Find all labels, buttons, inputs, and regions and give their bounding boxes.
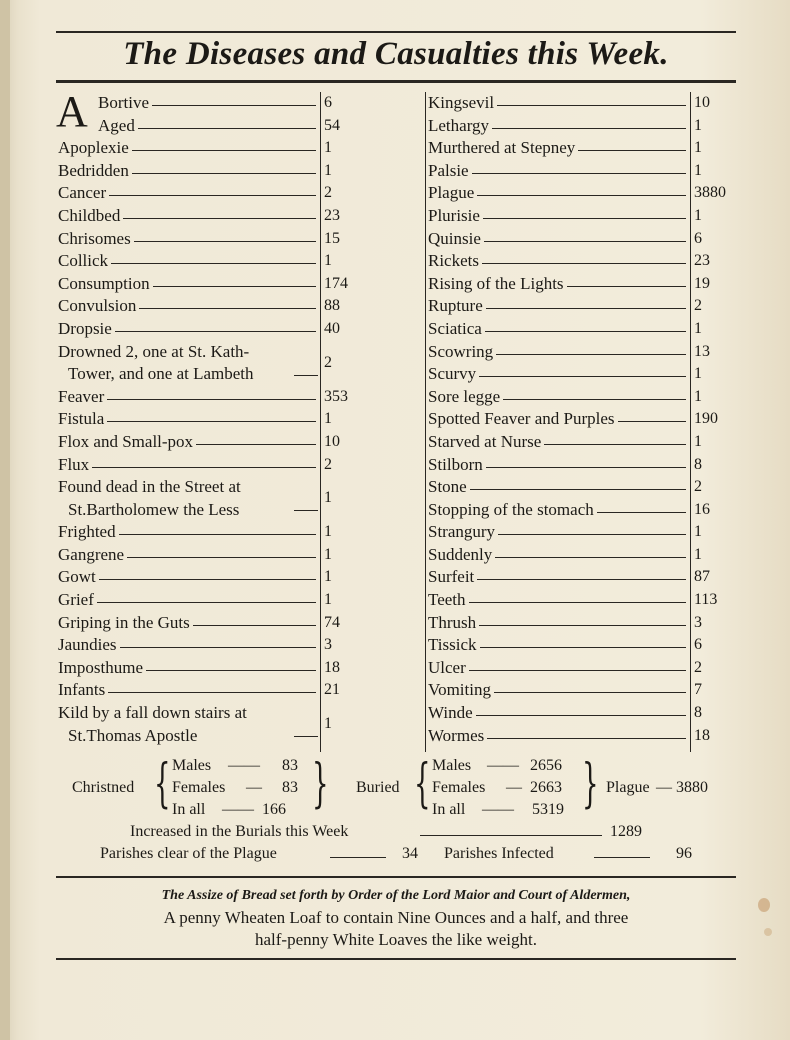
leader-dash bbox=[196, 444, 316, 445]
disease-row bbox=[58, 612, 348, 635]
parishes-infected-dash bbox=[594, 857, 650, 858]
disease-name: Kingsevil bbox=[428, 93, 495, 112]
disease-row bbox=[58, 521, 348, 544]
leader-dash bbox=[134, 241, 316, 242]
disease-row bbox=[428, 702, 738, 725]
disease-row bbox=[428, 612, 738, 635]
buried-females-label: Females bbox=[432, 779, 486, 796]
assize-top-rule bbox=[56, 876, 736, 878]
leader-dash bbox=[486, 467, 686, 468]
disease-name: Jaundies bbox=[58, 635, 117, 655]
increased-value: 1289 bbox=[610, 823, 642, 840]
disease-name: Sciatica bbox=[428, 318, 482, 338]
leader-dash bbox=[111, 263, 316, 264]
disease-name: Imposthume bbox=[58, 657, 143, 677]
disease-name: Gangrene bbox=[58, 544, 125, 564]
disease-name: Rising of the Lights bbox=[428, 273, 564, 293]
disease-name: Surfeit bbox=[428, 567, 475, 587]
disease-row bbox=[58, 454, 348, 477]
disease-name: Dropsie bbox=[58, 318, 112, 338]
parishes-clear-label: Parishes clear of the Plague bbox=[100, 845, 277, 862]
leader-dash bbox=[294, 510, 318, 511]
plague-summary-label: Plague bbox=[606, 779, 650, 796]
disease-count: 6 bbox=[324, 94, 332, 111]
christned-females-dash: — bbox=[246, 779, 262, 796]
disease-row bbox=[428, 228, 738, 251]
disease-name: Murthered at Stepney bbox=[428, 138, 576, 158]
disease-row bbox=[58, 137, 348, 160]
disease-count: 1 bbox=[694, 432, 702, 450]
disease-row bbox=[428, 92, 738, 115]
buried-males-dash: —— bbox=[487, 757, 519, 774]
disease-row bbox=[58, 341, 348, 386]
disease-count: 8 bbox=[694, 704, 702, 722]
christned-all-label: In all bbox=[172, 801, 206, 818]
leader-dash bbox=[472, 173, 686, 174]
disease-count: 8 bbox=[694, 455, 702, 473]
left-disease-column bbox=[56, 87, 348, 747]
disease-count: 1 bbox=[694, 139, 702, 157]
disease-count: 1 bbox=[694, 161, 702, 179]
christned-females-label: Females bbox=[172, 779, 226, 796]
center-divider bbox=[425, 92, 426, 752]
leader-dash bbox=[108, 692, 316, 693]
disease-row bbox=[428, 182, 738, 205]
disease-count: 2 bbox=[324, 184, 332, 202]
leader-dash bbox=[470, 489, 686, 490]
leader-dash bbox=[477, 579, 686, 580]
disease-name: Lethargy bbox=[428, 115, 490, 135]
leader-dash bbox=[132, 173, 316, 174]
assize-line-2: half-penny White Loaves the like weight. bbox=[255, 930, 537, 949]
leader-dash bbox=[498, 534, 686, 535]
disease-row bbox=[428, 250, 738, 273]
disease-count: 40 bbox=[324, 319, 340, 337]
disease-row bbox=[428, 363, 738, 386]
disease-count: 18 bbox=[324, 658, 340, 676]
christned-brace-open: { bbox=[154, 754, 171, 814]
disease-row bbox=[58, 386, 348, 409]
disease-row bbox=[58, 679, 348, 702]
parishes-clear-value: 34 bbox=[402, 845, 418, 862]
disease-count: 1 bbox=[694, 319, 702, 337]
disease-row bbox=[58, 566, 348, 589]
disease-count: 1 bbox=[324, 545, 332, 563]
assize-heading bbox=[56, 883, 736, 907]
disease-name: Chrisomes bbox=[58, 228, 131, 248]
disease-row bbox=[58, 431, 348, 454]
disease-count: 54 bbox=[324, 116, 340, 134]
disease-name-line1: Found dead in the Street at bbox=[58, 477, 241, 497]
leader-dash bbox=[480, 647, 686, 648]
plague-summary-value: 3880 bbox=[676, 779, 708, 796]
leader-dash bbox=[485, 331, 686, 332]
disease-count: 1 bbox=[324, 715, 332, 733]
leader-dash bbox=[496, 354, 686, 355]
disease-count: 18 bbox=[694, 726, 710, 744]
disease-count: 23 bbox=[694, 252, 710, 270]
disease-count: 6 bbox=[694, 636, 702, 654]
disease-name: Sore legge bbox=[428, 386, 501, 406]
disease-row bbox=[428, 679, 738, 702]
leader-dash bbox=[482, 263, 686, 264]
disease-row bbox=[58, 273, 348, 296]
disease-name: Stilborn bbox=[428, 454, 483, 474]
disease-count: 10 bbox=[324, 432, 340, 450]
disease-name: Wormes bbox=[428, 725, 485, 745]
disease-count: 3 bbox=[694, 613, 702, 631]
disease-row bbox=[428, 476, 738, 499]
disease-count: 88 bbox=[324, 297, 340, 315]
disease-count: 1 bbox=[694, 387, 702, 405]
disease-row bbox=[428, 657, 738, 680]
disease-row bbox=[428, 386, 738, 409]
leader-dash bbox=[120, 647, 316, 648]
disease-name: Bortive bbox=[98, 93, 149, 112]
leader-dash bbox=[503, 399, 686, 400]
leader-dash bbox=[567, 286, 686, 287]
disease-count: 1 bbox=[324, 161, 332, 179]
christned-females-value: 83 bbox=[282, 779, 298, 796]
leader-dash bbox=[107, 421, 316, 422]
disease-count: 1 bbox=[694, 116, 702, 134]
leader-dash bbox=[495, 557, 686, 558]
disease-count: 2 bbox=[694, 658, 702, 676]
buried-males-label: Males bbox=[432, 757, 472, 774]
leader-dash bbox=[618, 421, 686, 422]
leader-dash bbox=[487, 738, 686, 739]
disease-name: Teeth bbox=[428, 590, 466, 610]
disease-name: Collick bbox=[58, 251, 109, 271]
disease-row bbox=[428, 273, 738, 296]
christned-brace-close: } bbox=[312, 754, 329, 814]
disease-name: Strangury bbox=[428, 522, 496, 542]
disease-count: 1 bbox=[694, 365, 702, 383]
disease-name: Convulsion bbox=[58, 296, 137, 316]
disease-row bbox=[428, 431, 738, 454]
buried-brace-open: { bbox=[414, 754, 431, 814]
disease-row bbox=[428, 341, 738, 364]
disease-count: 353 bbox=[324, 387, 348, 405]
disease-row bbox=[58, 182, 348, 205]
disease-row bbox=[428, 318, 738, 341]
disease-row bbox=[428, 160, 738, 183]
leader-dash bbox=[152, 105, 316, 106]
christned-label: Christned bbox=[72, 779, 135, 796]
buried-males-value: 2656 bbox=[530, 757, 562, 774]
paper-stain-small bbox=[764, 928, 772, 936]
disease-name: Ulcer bbox=[428, 657, 466, 677]
disease-name: Thrush bbox=[428, 612, 477, 632]
parishes-infected-value: 96 bbox=[676, 845, 692, 862]
disease-count: 10 bbox=[694, 94, 710, 111]
leader-dash bbox=[492, 128, 686, 129]
disease-row bbox=[428, 634, 738, 657]
disease-name-line2: Tower, and one at Lambeth bbox=[68, 364, 254, 384]
disease-row bbox=[428, 589, 738, 612]
leader-dash bbox=[139, 308, 316, 309]
assize-heading-text: The Assize of Bread set forth by Order of the Lord Maior and Court of Aldermen, bbox=[161, 888, 631, 903]
disease-name: Childbed bbox=[58, 205, 121, 225]
leader-dash bbox=[544, 444, 686, 445]
disease-row bbox=[428, 454, 738, 477]
disease-name: Plague bbox=[428, 183, 475, 203]
disease-name: Bedridden bbox=[58, 160, 129, 180]
disease-name: Tissick bbox=[428, 635, 477, 655]
disease-name: Frighted bbox=[58, 522, 116, 542]
disease-name: Scurvy bbox=[428, 364, 477, 384]
leader-dash bbox=[123, 218, 316, 219]
disease-name: Gowt bbox=[58, 567, 96, 587]
disease-row bbox=[428, 521, 738, 544]
disease-count: 2 bbox=[324, 455, 332, 473]
leader-dash bbox=[494, 692, 686, 693]
disease-row bbox=[58, 476, 348, 521]
disease-count: 1 bbox=[324, 410, 332, 428]
title-rule bbox=[56, 80, 736, 83]
disease-name: Fistula bbox=[58, 409, 105, 429]
disease-count: 6 bbox=[694, 229, 702, 247]
buried-all-dash: —— bbox=[482, 801, 514, 818]
disease-row bbox=[58, 115, 348, 138]
disease-row bbox=[58, 544, 348, 567]
disease-row bbox=[428, 499, 738, 522]
disease-row bbox=[428, 544, 738, 567]
disease-count: 2 bbox=[324, 353, 332, 371]
disease-count: 16 bbox=[694, 500, 710, 518]
page-binding-edge bbox=[0, 0, 10, 1040]
leader-dash bbox=[97, 602, 316, 603]
disease-name: Stopping of the stomach bbox=[428, 499, 594, 519]
disease-name: Aged bbox=[98, 115, 135, 135]
disease-name: Stone bbox=[428, 477, 467, 497]
disease-count: 1 bbox=[324, 523, 332, 541]
disease-row bbox=[428, 137, 738, 160]
disease-count: 74 bbox=[324, 613, 340, 631]
disease-name: Cancer bbox=[58, 183, 107, 203]
leader-dash bbox=[476, 715, 686, 716]
disease-row bbox=[58, 318, 348, 341]
disease-count: 1 bbox=[324, 489, 332, 507]
disease-row bbox=[428, 408, 738, 431]
disease-count: 87 bbox=[694, 568, 710, 586]
disease-row bbox=[428, 566, 738, 589]
disease-row bbox=[428, 115, 738, 138]
parishes-infected-label: Parishes Infected bbox=[444, 845, 554, 862]
disease-count: 21 bbox=[324, 681, 340, 699]
disease-row bbox=[58, 702, 348, 747]
disease-count: 13 bbox=[694, 342, 710, 360]
disease-row bbox=[58, 92, 348, 115]
buried-females-dash: — bbox=[506, 779, 522, 796]
disease-row bbox=[428, 205, 738, 228]
disease-name-line1: Drowned 2, one at St. Kath- bbox=[58, 341, 250, 361]
disease-name: Grief bbox=[58, 590, 94, 610]
leader-dash bbox=[153, 286, 316, 287]
plague-summary-dash: — bbox=[656, 779, 672, 796]
disease-count: 19 bbox=[694, 274, 710, 292]
disease-name: Feaver bbox=[58, 386, 105, 406]
page-title: The Diseases and Casualties this Week. bbox=[123, 36, 669, 72]
disease-count: 1 bbox=[324, 568, 332, 586]
leader-dash bbox=[99, 579, 316, 580]
disease-row bbox=[58, 228, 348, 251]
decorative-initial: A bbox=[56, 87, 88, 136]
disease-count: 1 bbox=[694, 545, 702, 563]
leader-dash bbox=[486, 308, 686, 309]
leader-dash bbox=[479, 625, 686, 626]
christned-males-label: Males bbox=[172, 757, 212, 774]
buried-label: Buried bbox=[356, 779, 400, 796]
disease-name: Flux bbox=[58, 454, 90, 474]
disease-row bbox=[58, 657, 348, 680]
disease-count: 7 bbox=[694, 681, 702, 699]
paper-stain bbox=[758, 898, 770, 912]
leader-dash bbox=[294, 736, 318, 737]
disease-count: 113 bbox=[694, 591, 718, 609]
bottom-rule bbox=[56, 958, 736, 960]
buried-all-value: 5319 bbox=[532, 801, 564, 818]
disease-count: 1 bbox=[324, 252, 332, 270]
disease-count: 1 bbox=[694, 523, 702, 541]
leader-dash bbox=[578, 150, 686, 151]
christned-males-dash: —— bbox=[228, 757, 260, 774]
disease-name: Spotted Feaver and Purples bbox=[428, 409, 615, 429]
increased-label: Increased in the Burials this Week bbox=[130, 823, 349, 840]
disease-name: Suddenly bbox=[428, 544, 493, 564]
buried-all-label: In all bbox=[432, 801, 466, 818]
disease-row bbox=[58, 205, 348, 228]
leader-dash bbox=[497, 105, 686, 106]
leader-dash bbox=[294, 375, 318, 376]
leader-dash bbox=[109, 195, 316, 196]
disease-name: Quinsie bbox=[428, 228, 481, 248]
disease-count: 15 bbox=[324, 229, 340, 247]
disease-count: 174 bbox=[324, 274, 348, 292]
leader-dash bbox=[119, 534, 316, 535]
disease-count: 1 bbox=[694, 206, 702, 224]
disease-name: Rupture bbox=[428, 296, 483, 316]
disease-count: 2 bbox=[694, 478, 702, 496]
leader-dash bbox=[92, 467, 316, 468]
leader-dash bbox=[146, 670, 316, 671]
disease-name: Starved at Nurse bbox=[428, 431, 542, 451]
disease-name: Scowring bbox=[428, 341, 494, 361]
disease-row bbox=[58, 250, 348, 273]
disease-row bbox=[428, 725, 738, 748]
disease-name: Palsie bbox=[428, 160, 469, 180]
leader-dash bbox=[477, 195, 686, 196]
disease-name: Winde bbox=[428, 703, 473, 723]
top-rule bbox=[56, 31, 736, 33]
leader-dash bbox=[483, 218, 686, 219]
disease-name: Infants bbox=[58, 680, 106, 700]
disease-count: 3880 bbox=[694, 184, 726, 202]
leader-dash bbox=[132, 150, 316, 151]
disease-row bbox=[58, 589, 348, 612]
christned-males-value: 83 bbox=[282, 757, 298, 774]
disease-row bbox=[428, 295, 738, 318]
assize-line-1: A penny Wheaten Loaf to contain Nine Ounces and a half, and three bbox=[163, 908, 629, 927]
disease-name: Rickets bbox=[428, 251, 479, 271]
leader-dash bbox=[127, 557, 316, 558]
buried-females-value: 2663 bbox=[530, 779, 562, 796]
christned-all-dash: —— bbox=[222, 801, 254, 818]
disease-name: Plurisie bbox=[428, 205, 480, 225]
disease-name: Consumption bbox=[58, 273, 150, 293]
right-disease-column bbox=[428, 92, 738, 747]
disease-count: 1 bbox=[324, 139, 332, 157]
disease-row bbox=[58, 408, 348, 431]
disease-count: 190 bbox=[694, 410, 718, 428]
christned-all-value: 166 bbox=[262, 801, 286, 818]
disease-count: 23 bbox=[324, 206, 340, 224]
leader-dash bbox=[479, 376, 686, 377]
leader-dash bbox=[469, 602, 686, 603]
disease-name-line2: St.Thomas Apostle bbox=[68, 725, 198, 745]
disease-name: Apoplexie bbox=[58, 138, 129, 158]
disease-name: Flox and Small-pox bbox=[58, 431, 194, 451]
parishes-clear-dash bbox=[330, 857, 386, 858]
disease-row bbox=[58, 634, 348, 657]
disease-count: 1 bbox=[324, 591, 332, 609]
disease-row bbox=[58, 295, 348, 318]
leader-dash bbox=[484, 241, 686, 242]
leader-dash bbox=[469, 670, 686, 671]
disease-name: Griping in the Guts bbox=[58, 612, 190, 632]
increased-dash bbox=[420, 835, 602, 836]
disease-name: Vomiting bbox=[428, 680, 491, 700]
disease-count: 2 bbox=[694, 297, 702, 315]
disease-name-line2: St.Bartholomew the Less bbox=[68, 499, 240, 519]
disease-row bbox=[58, 160, 348, 183]
buried-brace-close: } bbox=[582, 754, 599, 814]
leader-dash bbox=[138, 128, 316, 129]
leader-dash bbox=[193, 625, 316, 626]
leader-dash bbox=[107, 399, 316, 400]
disease-count: 3 bbox=[324, 636, 332, 654]
leader-dash bbox=[115, 331, 316, 332]
leader-dash bbox=[597, 512, 686, 513]
disease-name-line1: Kild by a fall down stairs at bbox=[58, 703, 247, 723]
